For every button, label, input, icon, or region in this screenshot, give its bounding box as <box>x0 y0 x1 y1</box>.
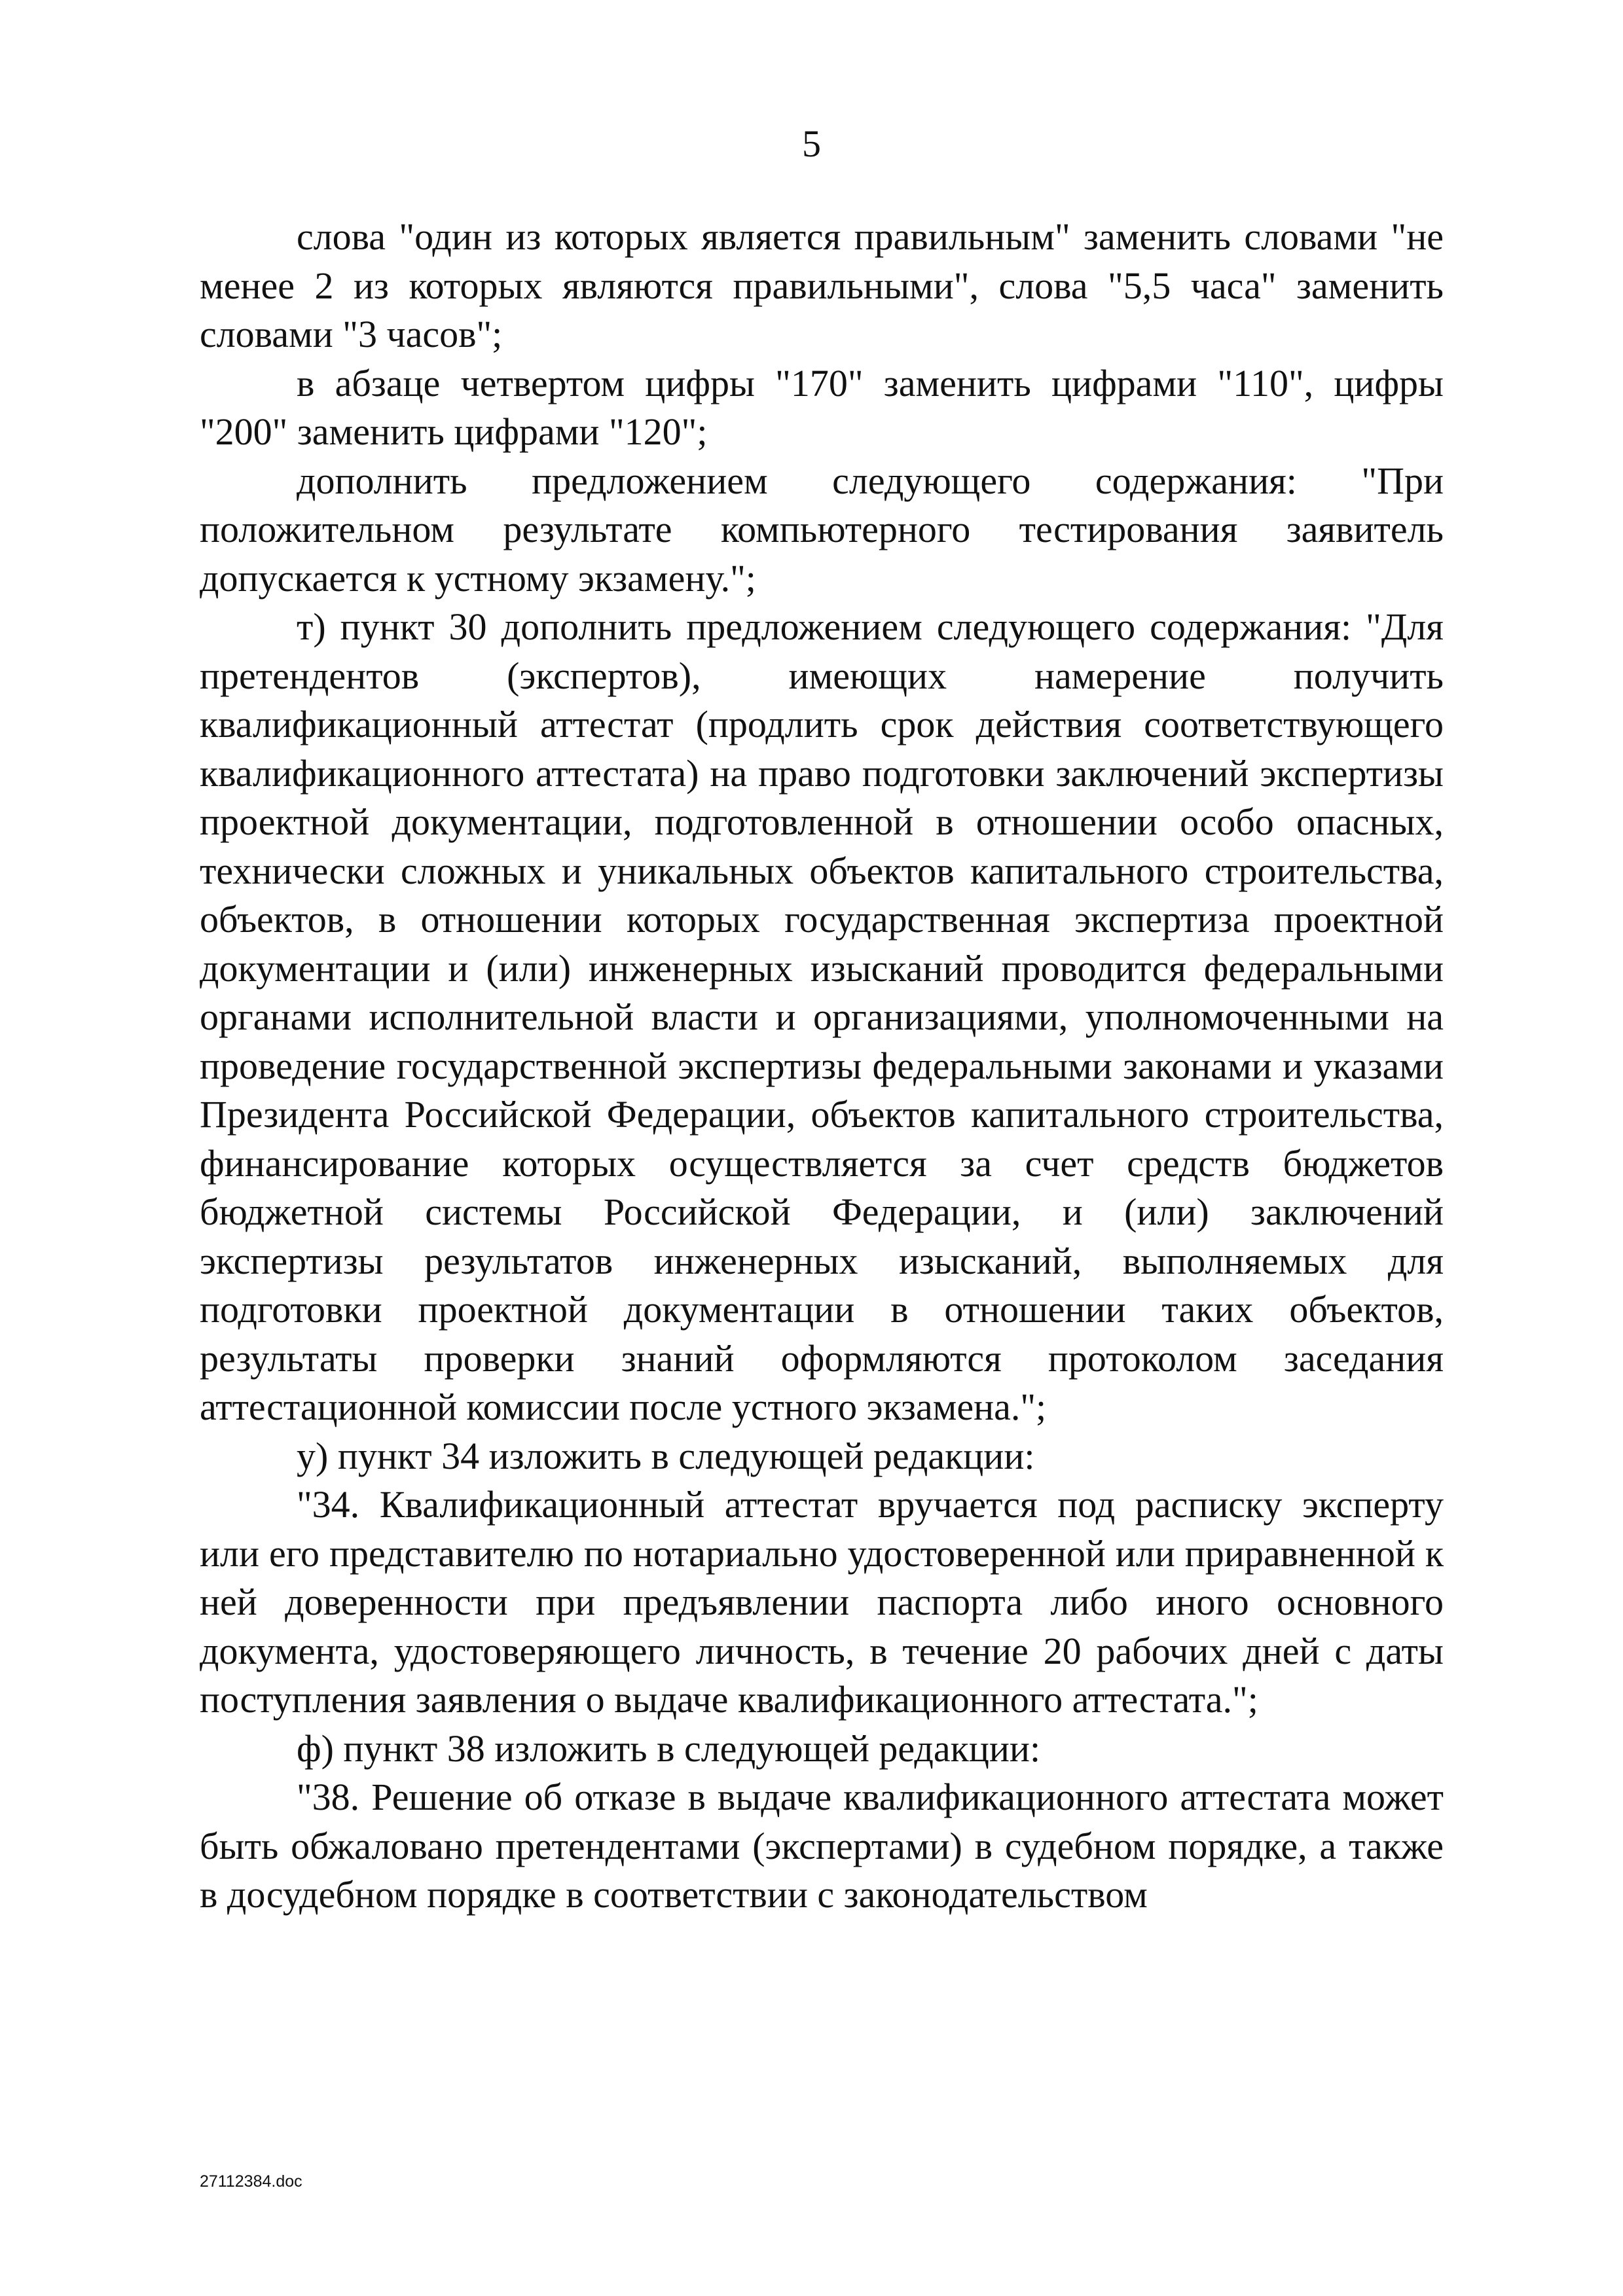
paragraph: т) пункт 30 дополнить предложением следующего содержания: "Для претендентов (экспертов), имеющих намерение получить квалификационный аттестат (продлить срок действия соответствующего квалификационного аттестата) на право подготовки заключений экспертизы проектной документации, подготовленной в отношении особо опасных, технически сложных и уникальных объектов капитального строительства, объектов, в отношении которых государственная экспертиза проектной документации и (или) инженерных изысканий проводится федеральными органами исполнительной власти и организациями, уполномоченными на проведение государственной экспертизы федеральными законами и указами Президента Российской Федерации, объектов капитального строительства, финансирование которых осуществляется за счет средств бюджетов бюджетной системы Российской Федерации, и (или) заключений экспертизы результатов инженерных изысканий, выполняемых для подготовки проектной документации в отношении таких объектов, результаты проверки знаний оформляются протоколом заседания аттестационной комиссии после устного экзамена."; <box>200 605 1444 1428</box>
paragraph: ф) пункт 38 изложить в следующей редакции: <box>297 1727 1041 1770</box>
document-filename: 27112384.doc <box>200 2172 302 2191</box>
paragraph: слова "один из которых является правильным" заменить словами "не менее 2 из которых являются правильными", слова "5,5 часа" заменить словами "3 часов"; <box>200 215 1444 355</box>
paragraph: дополнить предложением следующего содержания: "При положительном результате компьютерного тестирования заявитель допускается к устному экзамену."; <box>200 459 1444 600</box>
paragraph: "38. Решение об отказе в выдаче квалификационного аттестата может быть обжаловано претендентами (экспертами) в судебном порядке, а также в досудебном порядке в соответствии с законодательством <box>200 1776 1444 1916</box>
page-number: 5 <box>802 122 821 165</box>
paragraph: "34. Квалификационный аттестат вручается под расписку эксперту или его представителю по нотариально удостоверенной или приравненной к ней доверенности при предъявлении паспорта либо иного основного документа, удостоверяющего личность, в течение 20 рабочих дней с даты поступления заявления о выдаче квалификационного аттестата."; <box>200 1483 1444 1721</box>
paragraph: у) пункт 34 изложить в следующей редакции: <box>297 1434 1035 1477</box>
paragraph: в абзаце четвертом цифры "170" заменить цифрами "110", цифры "200" заменить цифрами "120"; <box>200 361 1444 453</box>
document-body <box>200 213 1444 1920</box>
